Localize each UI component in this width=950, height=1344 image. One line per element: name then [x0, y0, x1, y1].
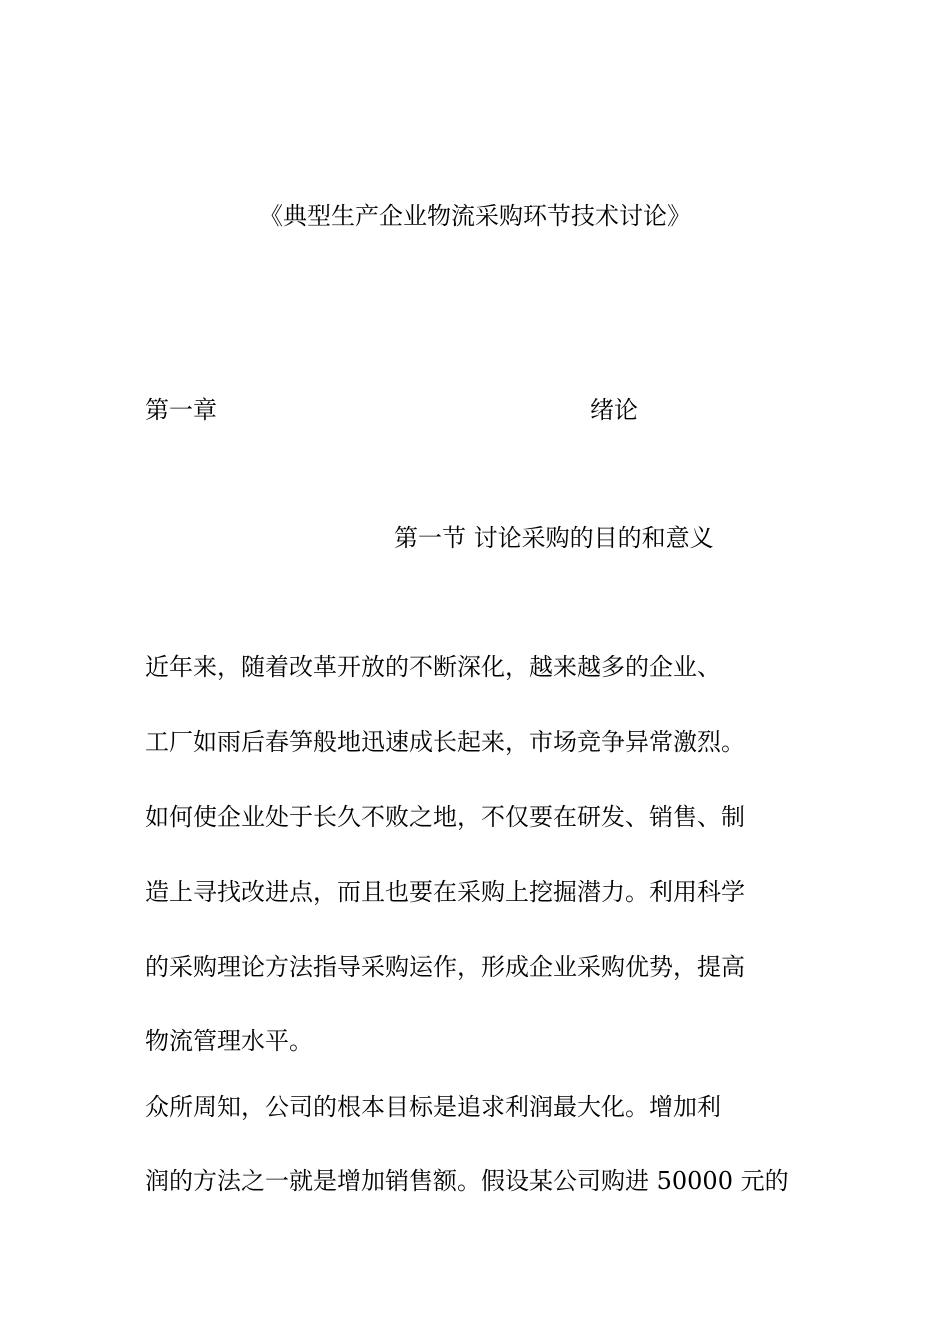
chapter-number: 第一章 [145, 396, 217, 424]
paragraph-line: 物流管理水平。 [145, 1027, 313, 1055]
document-title: 《典型生产企业物流采购环节技术讨论》 [259, 202, 691, 230]
paragraph-line: 工厂如雨后春笋般地迅速成长起来，市场竞争异常激烈。 [145, 728, 745, 756]
paragraph-line: 如何使企业处于长久不败之地，不仅要在研发、销售、制 [145, 803, 745, 831]
paragraph-line: 众所周知，公司的根本目标是追求利润最大化。增加利 [145, 1093, 721, 1121]
section-title: 第一节 讨论采购的目的和意义 [394, 524, 714, 552]
paragraph-line: 润的方法之一就是增加销售额。假设某公司购进 50000 元的 [145, 1167, 789, 1195]
paragraph-line: 造上寻找改进点，而且也要在采购上挖掘潜力。利用科学 [145, 878, 745, 906]
paragraph-line: 的采购理论方法指导采购运作，形成企业采购优势，提高 [145, 953, 745, 981]
chapter-name: 绪论 [590, 396, 638, 424]
paragraph-line: 近年来，随着改革开放的不断深化，越来越多的企业、 [145, 653, 721, 681]
